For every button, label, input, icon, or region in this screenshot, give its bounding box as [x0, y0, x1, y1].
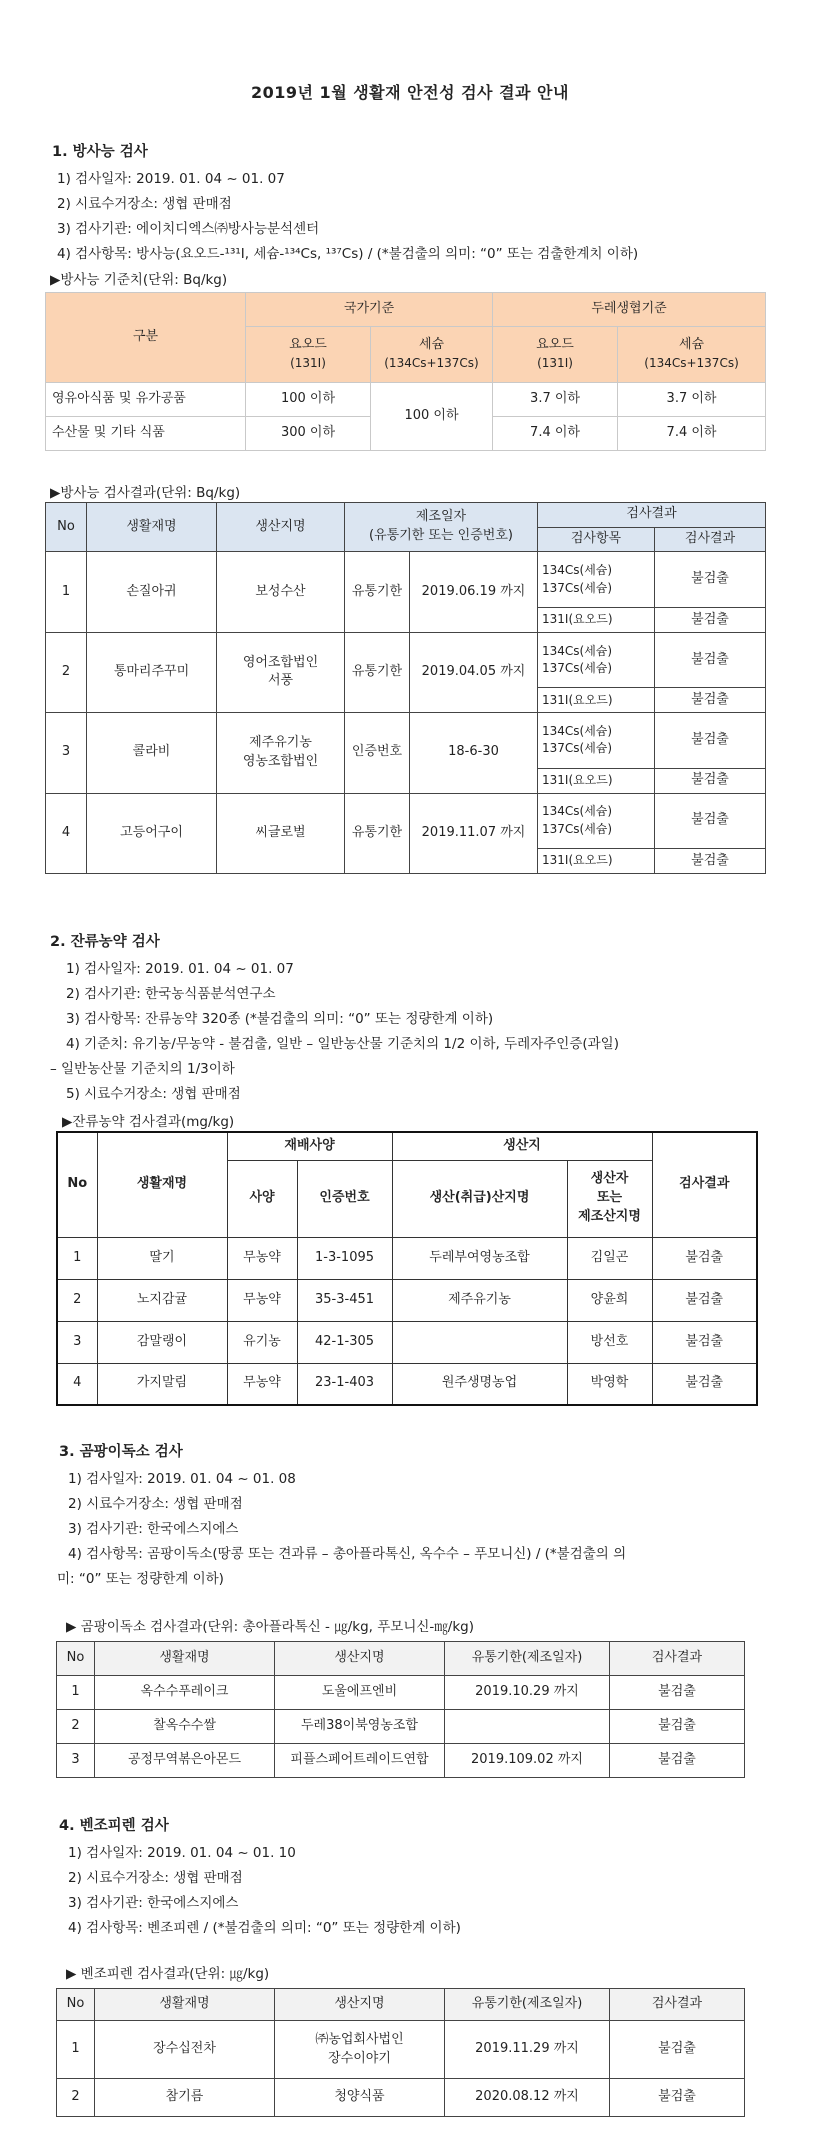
header-spec: 사양: [227, 1160, 297, 1237]
header-national: 국가기준: [246, 293, 493, 327]
benzopyrene-item: 2) 시료수거장소: 생협 판매점: [68, 1870, 243, 1886]
table-row: 1 딸기 무농약 1-3-1095 두레부여영농조합 김일곤 불검출: [57, 1237, 757, 1279]
header-no: No: [57, 1642, 95, 1676]
mycotoxin-item: 2) 시료수거장소: 생협 판매점: [68, 1496, 243, 1512]
header-origin: 생산지: [392, 1132, 652, 1160]
page-title: 2019년 1월 생활재 안전성 검사 결과 안내: [251, 83, 569, 102]
header-place: 생산(취급)산지명: [392, 1160, 567, 1237]
radiation-item: 1) 검사일자: 2019. 01. 04 ~ 01. 07: [57, 171, 285, 187]
table-row: 4 가지말림 무농약 23-1-403 원주생명농업 박영학 불검출: [57, 1363, 757, 1405]
mycotoxin-item: 3) 검사기관: 한국에스지에스: [68, 1521, 239, 1537]
header-cesium: 세슘 (134Cs+137Cs): [371, 327, 493, 383]
radiation-item: 2) 시료수거장소: 생협 판매점: [57, 196, 232, 212]
benzopyrene-heading: 4. 벤조피렌 검사: [59, 1818, 169, 1834]
pesticide-item: 3) 검사항목: 잔류농약 320종 (*불검출의 의미: “0” 또는 정량한계 이하): [66, 1011, 494, 1027]
header-date: 제조일자 (유통기한 또는 인증번호): [345, 503, 538, 552]
table-row: 3 감말랭이 유기농 42-1-305 방선호 불검출: [57, 1321, 757, 1363]
pesticide-item: 4) 기준치: 유기농/무농약 - 불검출, 일반 – 일반농산물 기준치의 1/2 이하, 두레자주인증(과일): [66, 1036, 619, 1052]
header-no: No: [57, 1132, 97, 1237]
table-row: 3 콜라비 제주유기농 영농조합법인 인증번호 18-6-30 134Cs(세슘) 137Cs(세슘) 불검출: [46, 713, 766, 769]
radiation-result-table: No 생활재명 생산지명 제조일자 (유통기한 또는 인증번호) 검사결과 검사항목 검사결과 1 손질아귀 보성수산 유통기한 2019.06.19 까지 134Cs(세슘) 137Cs(세슘) 불검출 131I(요오드) 불검출 2 통마리주꾸미 영어조합법인 서풍 유통기한 2019.04.05 까지 134Cs(세슘) 137Cs(세슘) 불검출 131I(요오드) 불검출 3 콜라비 제주유기농 영농조합법인 인증번호 18-6-30 134Cs(세슘) 137Cs(세슘) 불검출 131I(요오드) 불검출 4 고등어구이 씨글로벌 유통기한 2019.11.07 까지 134Cs(세슘) 137Cs(세슘) 불검출 131I(요오드) 불검출: [45, 502, 766, 874]
radiation-result-caption: ▶방사능 검사결과(단위: Bq/kg): [50, 485, 241, 501]
mycotoxin-result-table: [56, 1641, 745, 1778]
header-no: No: [57, 1989, 95, 2021]
header-result: 검사결과: [538, 503, 766, 528]
header-producer: 생산자 또는 제조산지명: [567, 1160, 652, 1237]
mycotoxin-item: 4) 검사항목: 곰팡이독소(땅콩 또는 견과류 – 총아플라톡신, 옥수수 – 푸모니신) / (*불검출의 의: [68, 1546, 627, 1562]
header-name: 생활재명: [95, 1989, 275, 2021]
table-row: 1 장수십전차 ㈜농업회사법인 장수이야기 2019.11.29 까지 불검출: [57, 2021, 745, 2079]
pesticide-item: 1) 검사일자: 2019. 01. 04 ~ 01. 07: [66, 961, 294, 977]
header-item: 검사항목: [538, 527, 655, 552]
header-iodine: 요오드 (131I): [246, 327, 371, 383]
header-cultivation: 재배사양: [227, 1132, 392, 1160]
benzopyrene-item: 3) 검사기관: 한국에스지에스: [68, 1895, 239, 1911]
table-row: 1 옥수수푸레이크 도울에프엔비 2019.10.29 까지 불검출: [57, 1676, 745, 1710]
header-category: 구분: [46, 293, 246, 383]
pesticide-result-caption: ▶잔류농약 검사결과(mg/kg): [62, 1114, 235, 1130]
table-row: 2 찰옥수수쌀 두레38이북영농조합 불검출: [57, 1710, 745, 1744]
header-dure: 두레생협기준: [493, 293, 766, 327]
pesticide-result-table: [56, 1131, 758, 1406]
header-name: 생활재명: [97, 1132, 227, 1237]
header-origin: 생산지명: [217, 503, 345, 552]
header-cert: 인증번호: [297, 1160, 392, 1237]
table-row: 영유아식품 및 유가공품 100 이하 100 이하 3.7 이하 3.7 이하: [46, 383, 766, 417]
mycotoxin-item: 1) 검사일자: 2019. 01. 04 ~ 01. 08: [68, 1471, 296, 1487]
header-no: No: [46, 503, 87, 552]
header-name: 생활재명: [95, 1642, 275, 1676]
header-iodine: 요오드 (131I): [493, 327, 618, 383]
header-result: 검사결과: [610, 1642, 745, 1676]
benzopyrene-item: 1) 검사일자: 2019. 01. 04 ~ 01. 10: [68, 1845, 296, 1861]
pesticide-item: – 일반농산물 기준치의 1/3이하: [50, 1061, 235, 1077]
table-row: 2 참기름 청양식품 2020.08.12 까지 불검출: [57, 2079, 745, 2117]
benzopyrene-result-table: [56, 1988, 745, 2117]
table-row: 2 노지감귤 무농약 35-3-451 제주유기농 양윤희 불검출: [57, 1279, 757, 1321]
radiation-standard-caption: ▶방사능 기준치(단위: Bq/kg): [50, 272, 228, 288]
mycotoxin-heading: 3. 곰팡이독소 검사: [59, 1444, 183, 1460]
header-result: 검사결과: [652, 1132, 757, 1237]
radiation-heading: 1. 방사능 검사: [52, 144, 148, 160]
header-cesium: 세슘 (134Cs+137Cs): [618, 327, 766, 383]
benzopyrene-result-caption: ▶ 벤조피렌 검사결과(단위: ㎍/kg): [66, 1966, 270, 1982]
national-cesium-merged: 100 이하: [371, 383, 493, 451]
header-name: 생활재명: [87, 503, 217, 552]
pesticide-item: 5) 시료수거장소: 생협 판매점: [66, 1086, 241, 1102]
benzopyrene-item: 4) 검사항목: 벤조피렌 / (*불검출의 의미: “0” 또는 정량한계 이하): [68, 1920, 461, 1936]
table-row: 수산물 및 기타 식품 300 이하 7.4 이하 7.4 이하: [46, 417, 766, 451]
header-origin: 생산지명: [275, 1989, 445, 2021]
radiation-standard-table: [45, 292, 766, 451]
header-origin: 생산지명: [275, 1642, 445, 1676]
header-result: 검사결과: [610, 1989, 745, 2021]
header-date: 유통기한(제조일자): [445, 1642, 610, 1676]
radiation-item: 4) 검사항목: 방사능(요오드-¹³¹I, 세슘-¹³⁴Cs, ¹³⁷Cs) / (*불검출의 의미: “0” 또는 검출한계치 이하): [57, 246, 639, 262]
mycotoxin-item: 미: “0” 또는 정량한계 이하): [57, 1571, 224, 1587]
radiation-item: 3) 검사기관: 에이치디엑스㈜방사능분석센터: [57, 221, 320, 237]
table-row: 4 고등어구이 씨글로벌 유통기한 2019.11.07 까지 134Cs(세슘) 137Cs(세슘) 불검출: [46, 793, 766, 849]
table-row: 1 손질아귀 보성수산 유통기한 2019.06.19 까지 134Cs(세슘) 137Cs(세슘) 불검출: [46, 552, 766, 608]
mycotoxin-result-caption: ▶ 곰팡이독소 검사결과(단위: 총아플라톡신 - ㎍/kg, 푸모니신-㎎/kg): [66, 1619, 474, 1635]
pesticide-heading: 2. 잔류농약 검사: [50, 934, 160, 950]
table-row: 2 통마리주꾸미 영어조합법인 서풍 유통기한 2019.04.05 까지 134Cs(세슘) 137Cs(세슘) 불검출: [46, 632, 766, 688]
table-row: 3 공정무역볶은아몬드 피플스페어트레이드연합 2019.109.02 까지 불검출: [57, 1744, 745, 1778]
header-date: 유통기한(제조일자): [445, 1989, 610, 2021]
header-res: 검사결과: [655, 527, 766, 552]
pesticide-item: 2) 검사기관: 한국농식품분석연구소: [66, 986, 276, 1002]
